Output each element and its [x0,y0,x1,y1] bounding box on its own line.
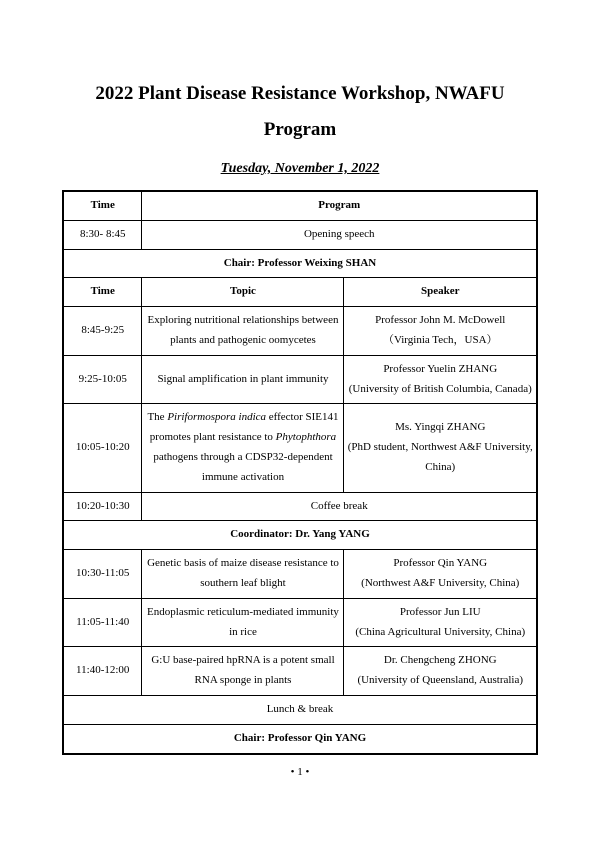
time-cell: 10:05-10:20 [63,404,142,492]
speaker-name: Professor Qin YANG [393,557,488,570]
program-table [62,190,538,755]
table-row-session-2 [63,355,537,404]
lunch-cell: Lunch & break [63,695,537,724]
coordinator-cell: Coordinator: Dr. Yang YANG [63,521,537,550]
break-cell: Coffee break [142,492,537,521]
topic-cell: Signal amplification in plant immunity [142,355,344,404]
time-cell: 8:30- 8:45 [63,220,142,249]
table-row-lunch-break [63,695,537,724]
table-row-header-session [63,278,537,307]
speaker-affiliation: (University of British Columbia, Canada) [348,382,532,395]
header-time-cell: Time [63,278,142,307]
speaker-affiliation: (University of Queensland, Australia) [357,674,524,687]
speaker-cell [344,355,537,404]
speaker-cell [344,307,537,356]
speaker-name: Dr. Chengcheng ZHONG [383,654,497,667]
table-row-session-6 [63,647,537,696]
speaker-affiliation: (Northwest A&F University, China) [361,576,520,589]
topic-text: effector SIE141 promotes plant resistance to [149,411,339,444]
speaker-cell [344,598,537,647]
table-row-chair1 [63,249,537,278]
header-program-cell: Program [142,191,537,220]
speaker-cell [344,647,537,696]
header-topic-cell: Topic [142,278,344,307]
topic-cell: Exploring nutritional relationships between plants and pathogenic oomycetes [142,307,344,356]
speaker-affiliation: （Virginia Tech，USA） [382,333,498,346]
table-row-session-3 [63,404,537,492]
topic-cell [142,404,344,492]
date-heading: Tuesday, November 1, 2022 [220,161,380,176]
topic-cell: Endoplasmic reticulum-mediated immunity in rice [142,598,344,647]
speaker-cell [344,550,537,599]
table-row-header-top [63,191,537,220]
table-row-session-5 [63,598,537,647]
document-title: 2022 Plant Disease Resistance Workshop, NWAFU [95,83,505,104]
speaker-name: Professor John M. McDowell [375,314,506,327]
time-cell: 10:20-10:30 [63,492,142,521]
speaker-affiliation: (PhD student, Northwest A&F University, China) [347,441,533,473]
header-speaker-cell: Speaker [344,278,537,307]
topic-species-name: Piriformospora indica [167,411,267,424]
table-row-coffee-break [63,492,537,521]
time-cell: 10:30-11:05 [63,550,142,599]
topic-text: The [147,411,168,424]
table-row-chair2 [63,724,537,753]
page-number: • 1 • [290,765,310,778]
speaker-cell [344,404,537,492]
chair-cell: Chair: Professor Qin YANG [63,724,537,753]
table-row-session-1 [63,307,537,356]
topic-cell: G:U base-paired hpRNA is a potent small RNA sponge in plants [142,647,344,696]
header-time-cell: Time [63,191,142,220]
table-row-session-4 [63,550,537,599]
chair-cell: Chair: Professor Weixing SHAN [63,249,537,278]
speaker-name: Professor Yuelin ZHANG [383,362,498,375]
time-cell: 11:40-12:00 [63,647,142,696]
speaker-affiliation: (China Agricultural University, China) [355,625,526,638]
topic-text: pathogens through a CDSP32-dependent immune activation [153,450,333,483]
time-cell: 11:05-11:40 [63,598,142,647]
program-cell: Opening speech [142,220,537,249]
document-subtitle: Program [263,119,337,140]
topic-species-name: Phytophthora [275,431,337,444]
speaker-name: Ms. Yingqi ZHANG [395,421,486,434]
topic-cell: Genetic basis of maize disease resistance to southern leaf blight [142,550,344,599]
table-row-coordinator [63,521,537,550]
table-row-opening [63,220,537,249]
speaker-name: Professor Jun LIU [399,605,481,618]
time-cell: 9:25-10:05 [63,355,142,404]
time-cell: 8:45-9:25 [63,307,142,356]
